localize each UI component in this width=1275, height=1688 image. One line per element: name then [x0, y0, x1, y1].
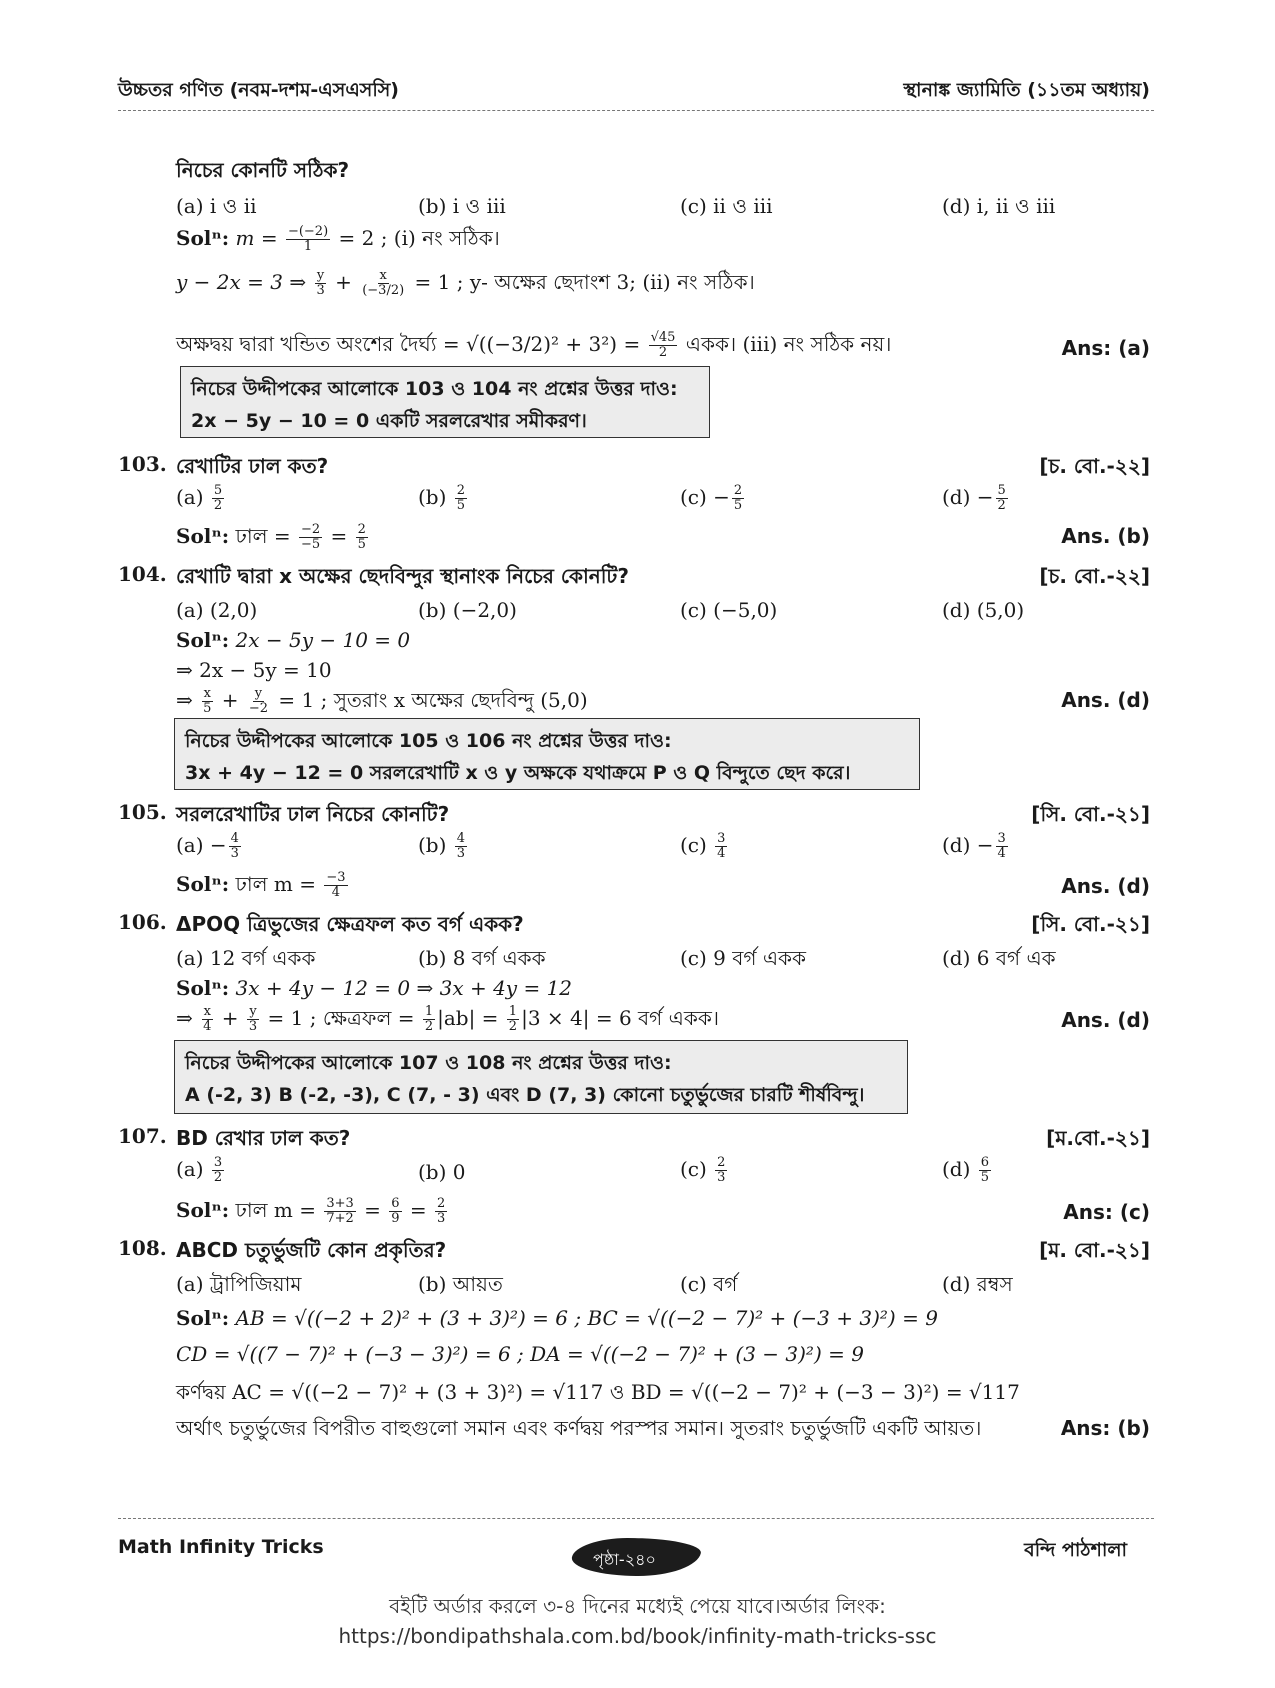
sol-text: +: [328, 270, 359, 294]
header-right: স্থানাঙ্ক জ্যামিতি (১১তম অধ্যায়): [903, 79, 1150, 101]
stimulus-title: নিচের উদ্দীপকের আলোকে 107 ও 108 নং প্রশ্নের উত্তর দাও:: [185, 1052, 672, 1074]
footer-left: Math Infinity Tricks: [118, 1536, 324, 1558]
solution-line: [176, 1378, 1020, 1411]
sol-text: অর্থাৎ চতুর্ভুজের বিপরীত বাহুগুলো সমান এবং কর্ণদ্বয় পরস্পর সমান। সুতরাং চতুর্ভুজটি একটি আয়ত।: [176, 1416, 982, 1440]
opt-label: (d) −: [942, 833, 994, 857]
option-b: (b) 0: [418, 1160, 466, 1184]
frac-num: 4: [230, 831, 239, 846]
sol-label: Solⁿ:: [176, 1306, 230, 1330]
fraction: [435, 1197, 447, 1226]
sol-text: ঢাল m =: [229, 1198, 323, 1222]
answer: Ans: (c): [1063, 1200, 1150, 1224]
option-a: (a) i ও ii: [176, 194, 257, 218]
question-text: ΔPOQ ত্রিভুজের ক্ষেত্রফল কত বর্গ একক?: [176, 912, 524, 936]
question-text: রেখাটি দ্বারা x অক্ষের ছেদবিন্দুর স্থানাংক নিচের কোনটি?: [176, 564, 629, 588]
frac-den: −5: [301, 537, 321, 552]
sol-label: Solⁿ:: [176, 524, 230, 548]
stimulus-box: [174, 1040, 908, 1114]
frac-den: 2: [508, 1019, 518, 1034]
board-reference: [চ. বো.-২২]: [1039, 564, 1150, 588]
question-number: 104.: [118, 562, 167, 586]
answer: Ans: (b): [1060, 1416, 1150, 1440]
fraction: [201, 1005, 213, 1034]
solution-line: [176, 1306, 938, 1330]
option-d: (d) 6 বর্গ এক: [942, 946, 1056, 970]
stimulus-title: নিচের উদ্দীপকের আলোকে 103 ও 104 নং প্রশ্নের উত্তর দাও:: [191, 378, 678, 400]
frac-den: 5: [733, 498, 743, 513]
solution-line: [176, 628, 410, 652]
option-b: [418, 832, 469, 861]
frac-den: 2: [213, 498, 223, 513]
opt-label: (c) −: [680, 485, 730, 509]
frac-num: 2: [437, 1196, 446, 1211]
sol-text: +: [215, 688, 245, 712]
question-number: 107.: [118, 1124, 167, 1148]
frac-num: 2: [456, 483, 466, 498]
solution-line: [176, 224, 500, 257]
option-b: (b) 8 বর্গ একক: [418, 946, 546, 970]
frac-num: 2: [733, 483, 743, 498]
frac-den: 3: [230, 846, 239, 861]
frac-den: 3: [456, 846, 466, 861]
solution-line: [176, 268, 755, 301]
frac-den: −2: [248, 701, 269, 716]
answer: Ans. (d): [1061, 688, 1150, 712]
opt-label: (d): [942, 1157, 977, 1181]
fraction: [212, 484, 224, 513]
board-reference: [সি. বো.-২১]: [1031, 912, 1150, 936]
sol-label: Solⁿ:: [176, 1198, 230, 1222]
solution-line: [176, 1196, 449, 1229]
option-d: (d) (5,0): [942, 598, 1025, 622]
sol-text: =: [357, 1198, 388, 1222]
opt-label: (b): [418, 833, 453, 857]
frac-num: y: [254, 686, 263, 701]
board-reference: [সি. বো.-২১]: [1031, 802, 1150, 826]
sol-text: ⇒: [176, 1006, 200, 1030]
frac-num: 5: [213, 483, 223, 498]
fraction: [715, 832, 727, 861]
option-c: [680, 484, 746, 513]
frac-num: 1: [508, 1004, 518, 1019]
stimulus-text: 3x + 4y − 12 = 0 সরলরেখাটি x ও y অক্ষকে যথাক্রমে P ও Q বিন্দুতে ছেদ করে।: [185, 762, 851, 784]
frac-den: 2: [658, 345, 668, 360]
option-d: [942, 832, 1010, 861]
opt-label: (a): [176, 485, 210, 509]
fraction: [356, 523, 368, 552]
fraction: [360, 269, 406, 298]
fraction: [247, 1005, 259, 1034]
sol-text: |3 × 4| = 6 বর্গ একক।: [521, 1006, 719, 1030]
frac-den: (−3/2): [362, 283, 405, 298]
sol-text: ঢাল m =: [229, 872, 323, 896]
frac-num: x: [203, 1004, 211, 1019]
question-number: 103.: [118, 452, 167, 476]
option-d: [942, 484, 1010, 513]
solution-line: [176, 976, 572, 1000]
frac-num: 3: [997, 831, 1006, 846]
frac-den: 5: [357, 537, 366, 552]
fraction: [996, 832, 1008, 861]
frac-den: 4: [997, 846, 1006, 861]
fraction: [324, 871, 347, 900]
frac-den: 2: [997, 498, 1006, 513]
frac-num: −2: [301, 522, 321, 537]
option-c: (c) 9 বর্গ একক: [680, 946, 807, 970]
question-text: BD রেখার ঢাল কত?: [176, 1126, 351, 1150]
fraction: [732, 484, 744, 513]
opt-label: (d) −: [942, 485, 994, 509]
solution-line: [176, 330, 891, 363]
frac-den: 2: [424, 1019, 434, 1034]
question-text: রেখাটির ঢাল কত?: [176, 454, 329, 478]
sol-text: =: [324, 524, 354, 548]
option-c: (c) বর্গ: [680, 1272, 738, 1296]
sol-label: Solⁿ:: [176, 976, 230, 1000]
frac-num: x: [379, 268, 387, 283]
frac-den: 9: [391, 1211, 400, 1226]
solution-line: ⇒ 2x − 5y = 10: [176, 658, 332, 682]
fraction: [212, 1156, 224, 1185]
question-number: 106.: [118, 910, 167, 934]
frac-num: 6: [391, 1196, 400, 1211]
fraction: [507, 1005, 519, 1034]
sol-text: AB = √((−2 + 2)² + (3 + 3)²) = 6 ; BC = √((−2 − 7)² + (−3 + 3)²) = 9: [229, 1306, 938, 1330]
fraction: [649, 331, 678, 360]
stimulus-title: নিচের উদ্দীপকের আলোকে 105 ও 106 নং প্রশ্নের উত্তর দাও:: [185, 730, 672, 752]
fraction: [324, 1197, 355, 1226]
solution-line: [176, 1414, 981, 1447]
sol-text: ⇒: [176, 688, 200, 712]
frac-num: 2: [357, 522, 366, 537]
sol-text: কর্ণদ্বয় AC = √((−2 − 7)² + (3 + 3)²) = √117 ও BD = √((−2 − 7)² + (−3 − 3)²) = √117: [176, 1380, 1020, 1404]
board-reference: [ম. বো.-২১]: [1039, 1238, 1150, 1262]
frac-den: 3: [437, 1211, 446, 1226]
fraction: [314, 269, 326, 298]
solution-line: [176, 1004, 719, 1037]
solution-line: [176, 1342, 864, 1366]
question-number: 105.: [118, 800, 167, 824]
option-d: [942, 1156, 993, 1185]
sol-label: Solⁿ:: [176, 628, 230, 652]
stimulus-text: A (-2, 3) B (-2, -3), C (7, - 3) এবং D (7, 3) কোনো চতুর্ভুজের চারটি শীর্ষবিন্দু।: [185, 1084, 865, 1106]
option-d: (d) i, ii ও iii: [942, 194, 1056, 218]
header-left: উচ্চতর গণিত (নবম-দশম-এসএসসি): [118, 79, 399, 101]
fraction: [389, 1197, 401, 1226]
sol-text: |ab| =: [437, 1006, 505, 1030]
promo-link[interactable]: https://bondipathshala.com.bd/book/infinity-math-tricks-ssc: [338, 1624, 937, 1648]
fraction: [715, 1156, 727, 1185]
option-c: [680, 832, 729, 861]
option-c: (c) (−5,0): [680, 598, 778, 622]
fraction: [201, 687, 213, 716]
sol-text: = 1 ; সুতরাং x অক্ষের ছেদবিন্দু (5,0): [272, 688, 588, 712]
board-reference: [ম.বো.-২১]: [1046, 1126, 1150, 1150]
frac-den: 3: [717, 1170, 726, 1185]
frac-num: −3: [326, 870, 346, 885]
option-a: (a) ট্রাপিজিয়াম: [176, 1272, 302, 1296]
frac-num: 2: [717, 1155, 726, 1170]
question-text: ABCD চতুর্ভুজটি কোন প্রকৃতির?: [176, 1238, 447, 1262]
fraction: [423, 1005, 435, 1034]
opt-label: (a): [176, 1157, 210, 1181]
frac-num: 3+3: [326, 1196, 354, 1211]
sol-label: Solⁿ:: [176, 226, 230, 250]
sol-text: = 2 ; (i) নং সঠিক।: [332, 226, 500, 250]
frac-num: 4: [456, 831, 466, 846]
board-reference: [চ. বো.-২২]: [1039, 454, 1150, 478]
footer-divider: [118, 1518, 1154, 1519]
frac-den: 3: [316, 283, 325, 298]
sol-text: অক্ষদ্বয় দ্বারা খন্ডিত অংশের দৈর্ঘ্য = √((−3/2)² + 3²) =: [176, 332, 647, 356]
option-b: (b) i ও iii: [418, 194, 506, 218]
frac-den: 5: [456, 498, 466, 513]
frac-den: 4: [717, 846, 726, 861]
frac-num: y: [316, 268, 325, 283]
promo-text: বইটি অর্ডার করলে ৩-৪ দিনের মধ্যেই পেয়ে যাবে।অর্ডার লিংক:: [389, 1594, 886, 1618]
header-divider: [118, 110, 1154, 111]
frac-num: y: [249, 1004, 257, 1019]
fraction: [286, 225, 330, 254]
answer: Ans: (a): [1061, 336, 1150, 360]
frac-den: 5: [203, 701, 212, 716]
sol-text: +: [215, 1006, 245, 1030]
sol-text: ঢাল =: [229, 524, 298, 548]
sol-text: y − 2x = 3 ⇒: [176, 270, 313, 294]
fraction: [455, 484, 467, 513]
page-number: পৃষ্ঠা-২৪০: [593, 1550, 656, 1569]
solution-line: [176, 686, 588, 719]
opt-label: (c): [680, 1157, 714, 1181]
solution-line: [176, 870, 350, 903]
frac-den: 1: [303, 239, 313, 254]
frac-den: 4: [331, 885, 341, 900]
sol-text: = 1 ; y- অক্ষের ছেদাংশ 3; (ii) নং সঠিক।: [408, 270, 755, 294]
sol-text: 2x − 5y − 10 = 0: [229, 628, 411, 652]
sol-text: m =: [235, 226, 284, 250]
sol-text: = 1 ; ক্ষেত্রফল =: [261, 1006, 421, 1030]
option-a: [176, 832, 243, 861]
fraction: [247, 687, 270, 716]
footer-right: বন্দি পাঠশালা: [1024, 1539, 1127, 1561]
frac-num: 1: [424, 1004, 434, 1019]
fraction: [996, 484, 1008, 513]
option-b: (b) (−2,0): [418, 598, 517, 622]
fraction: [229, 832, 241, 861]
opt-label: (b): [418, 485, 453, 509]
frac-den: 7+2: [326, 1211, 354, 1226]
answer: Ans. (b): [1061, 524, 1150, 548]
question-text: নিচের কোনটি সঠিক?: [176, 158, 350, 182]
option-c: [680, 1156, 729, 1185]
stimulus-box: [180, 366, 710, 438]
frac-den: 4: [203, 1019, 212, 1034]
frac-num: −(−2): [287, 224, 329, 239]
option-b: [418, 484, 469, 513]
sol-text: CD = √((7 − 7)² + (−3 − 3)²) = 6 ; DA = √((−2 − 7)² + (3 − 3)²) = 9: [176, 1342, 864, 1366]
frac-num: 5: [997, 483, 1006, 498]
fraction: [979, 1156, 991, 1185]
answer: Ans. (d): [1061, 1008, 1150, 1032]
option-a: (a) 12 বর্গ একক: [176, 946, 316, 970]
option-b: (b) আয়ত: [418, 1272, 503, 1296]
option-a: [176, 484, 226, 513]
sol-text: =: [403, 1198, 434, 1222]
sol-label: Solⁿ:: [176, 872, 230, 896]
frac-num: 6: [980, 1155, 990, 1170]
opt-label: (a) −: [176, 833, 227, 857]
option-c: (c) ii ও iii: [680, 194, 773, 218]
frac-num: x: [203, 686, 211, 701]
frac-den: 5: [980, 1170, 990, 1185]
frac-den: 2: [213, 1170, 223, 1185]
stimulus-text: 2x − 5y − 10 = 0 একটি সরলরেখার সমীকরণ।: [191, 410, 587, 432]
option-a: (a) (2,0): [176, 598, 258, 622]
fraction: [299, 523, 322, 552]
solution-line: [176, 522, 370, 555]
sol-text: একক। (iii) নং সঠিক নয়।: [679, 332, 892, 356]
frac-num: 3: [213, 1155, 223, 1170]
stimulus-box: [174, 718, 920, 790]
question-number: 108.: [118, 1236, 167, 1260]
question-text: সরলরেখাটির ঢাল নিচের কোনটি?: [176, 802, 450, 826]
fraction: [455, 832, 467, 861]
answer: Ans. (d): [1061, 874, 1150, 898]
option-a: [176, 1156, 226, 1185]
frac-num: 3: [717, 831, 726, 846]
opt-label: (c): [680, 833, 714, 857]
frac-den: 3: [248, 1019, 258, 1034]
option-d: (d) রম্বস: [942, 1272, 1013, 1296]
sol-text: 3x + 4y − 12 = 0 ⇒ 3x + 4y = 12: [229, 976, 573, 1000]
frac-num: √45: [650, 330, 676, 345]
